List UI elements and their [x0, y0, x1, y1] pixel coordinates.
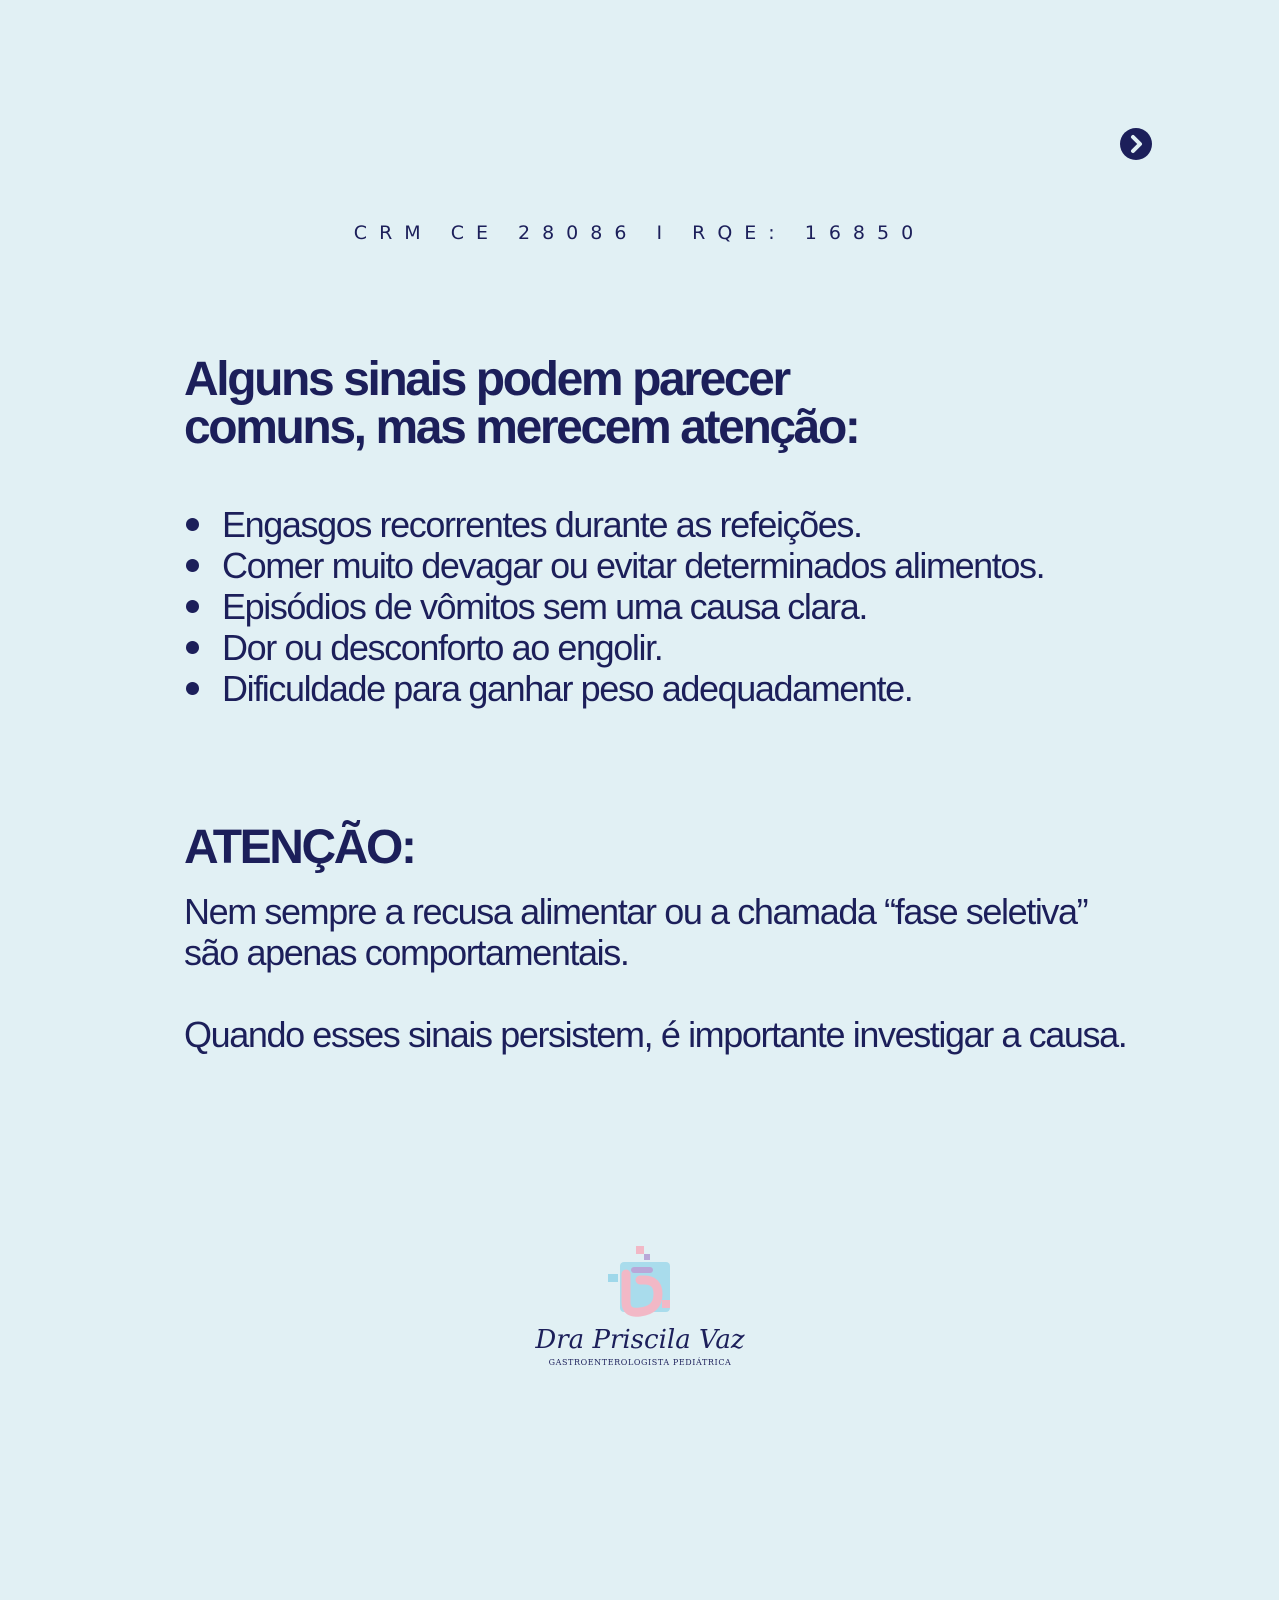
heading-line-1: Alguns sinais podem parecer: [184, 353, 789, 406]
heading-line-2: comuns, mas merecem atenção:: [184, 401, 859, 454]
list-item: Engasgos recorrentes durante as refeições.: [184, 504, 1144, 545]
next-slide-button[interactable]: [1120, 128, 1152, 160]
brand-logo: [520, 1240, 760, 1370]
bullet-icon: [186, 600, 199, 613]
chevron-right-icon: [1120, 128, 1152, 160]
credential-text: CRM CE 28086 I RQE: 16850: [353, 222, 926, 244]
list-item: Dificuldade para ganhar peso adequadamente.: [184, 668, 1144, 709]
logo-subtitle: GASTROENTEROLOGISTA PEDIÁTRICA: [548, 1358, 732, 1367]
main-content: [184, 353, 1144, 1055]
bullet-icon: [186, 559, 199, 572]
logo-mark-icon: [600, 1240, 680, 1320]
attention-title: ATENÇÃO:: [184, 821, 415, 874]
signs-list: [184, 504, 1144, 709]
list-item: Episódios de vômitos sem uma causa clara.: [184, 586, 1144, 627]
page-heading: [184, 353, 944, 454]
bullet-icon: [186, 682, 199, 695]
bullet-icon: [186, 641, 199, 654]
attention-paragraph-1: Nem sempre a recusa alimentar ou a chamada “fase seletiva” são apenas comportamentais.: [184, 891, 1088, 973]
logo-name: Dra Priscila Vaz: [535, 1325, 745, 1355]
bullet-icon: [186, 518, 199, 531]
list-item: Comer muito devagar ou evitar determinados alimentos.: [184, 545, 1144, 586]
list-item: Dor ou desconforto ao engolir.: [184, 627, 1144, 668]
attention-paragraph-2: Quando esses sinais persistem, é importante investigar a causa.: [184, 1014, 1127, 1055]
